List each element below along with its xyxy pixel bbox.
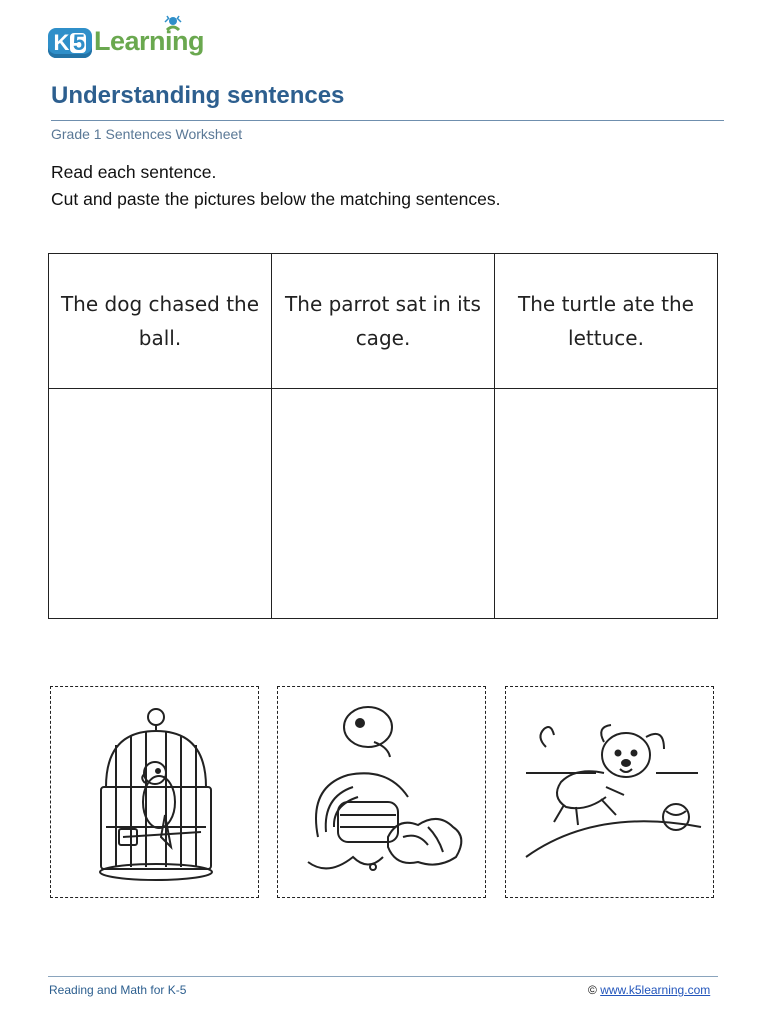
footer-website-link[interactable]: www.k5learning.com — [600, 983, 711, 997]
instruction-line-1: Read each sentence. — [51, 162, 217, 182]
cutout-card-dog[interactable] — [505, 686, 714, 898]
cutout-card-parrot[interactable] — [50, 686, 259, 898]
sentence-table — [48, 253, 718, 619]
turtle-eating-lettuce-icon — [278, 687, 484, 896]
sentence-cell-2: The parrot sat in its cage. — [272, 254, 495, 389]
copyright-symbol: © — [588, 983, 597, 997]
title-divider — [51, 120, 724, 121]
paste-row — [49, 389, 718, 619]
paste-box-3 — [495, 389, 718, 619]
parrot-in-cage-icon — [51, 687, 257, 896]
footer-tagline: Reading and Math for K-5 — [49, 983, 187, 997]
logo-person-icon — [143, 14, 203, 34]
sentence-row — [49, 254, 718, 389]
dog-chasing-ball-icon — [506, 687, 712, 896]
k5-logo-badge: K 5 — [48, 28, 92, 58]
logo-word: Learning — [94, 26, 205, 56]
paste-box-1 — [49, 389, 272, 619]
instruction-line-2: Cut and paste the pictures below the matching sentences. — [51, 189, 501, 209]
sentence-cell-1: The dog chased the ball. — [49, 254, 272, 389]
footer-divider — [48, 976, 718, 977]
page-title: Understanding sentences — [51, 82, 345, 109]
k5-learning-logo — [48, 14, 218, 60]
worksheet-subtitle: Grade 1 Sentences Worksheet — [51, 126, 243, 142]
paste-box-2 — [272, 389, 495, 619]
footer-copyright — [588, 983, 710, 997]
cutout-card-turtle[interactable] — [277, 686, 486, 898]
sentence-cell-3: The turtle ate the lettuce. — [495, 254, 718, 389]
